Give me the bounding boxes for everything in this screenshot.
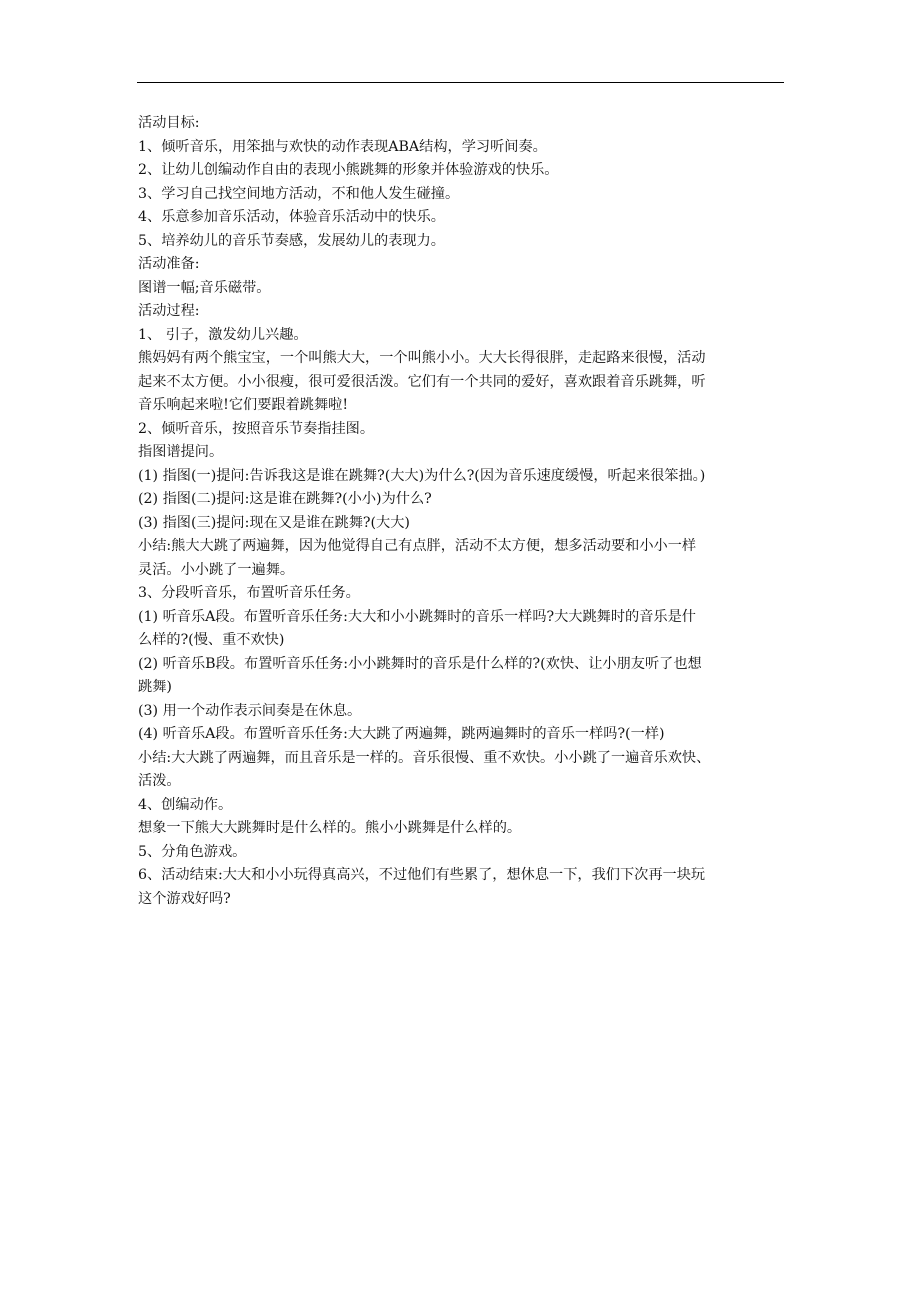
text-line: (2) 指图(二)提问:这是谁在跳舞?(小小)为什么? xyxy=(138,491,432,507)
text-line: 4、乐意参加音乐活动，体验音乐活动中的快乐。 xyxy=(138,209,445,225)
text-line: 活动过程: xyxy=(138,303,200,319)
text-line: 活动准备: xyxy=(138,256,200,272)
text-line: 音乐响起来啦!它们要跟着跳舞啦! xyxy=(138,397,349,413)
text-line: 这个游戏好吗? xyxy=(138,890,231,907)
text-line: 活泼。 xyxy=(138,773,181,789)
document-body xyxy=(138,112,788,911)
text-line: 小结:大大跳了两遍舞，而且音乐是一样的。音乐很慢、重不欢快。小小跳了一遍音乐欢快、 xyxy=(138,749,711,766)
text-line: 熊妈妈有两个熊宝宝，一个叫熊大大，一个叫熊小小。大大长得很胖，走起路来很慢，活动 xyxy=(138,350,706,366)
text-line: 么样的?(慢、重不欢快) xyxy=(138,632,285,648)
text-line: 4、创编动作。 xyxy=(138,796,233,813)
text-line: 跳舞) xyxy=(138,679,172,695)
text-line: 2、让幼儿创编动作自由的表现小熊跳舞的形象并体验游戏的快乐。 xyxy=(138,162,559,178)
text-line: 3、分段听音乐，布置听音乐任务。 xyxy=(138,585,360,601)
text-line: 图谱一幅;音乐磁带。 xyxy=(138,279,271,296)
text-line: 5、分角色游戏。 xyxy=(138,843,247,860)
header-rule xyxy=(137,82,784,83)
text-line: 1、倾听音乐，用笨拙与欢快的动作表现ABA结构，学习听间奏。 xyxy=(138,138,547,155)
text-line: 小结:熊大大跳了两遍舞，因为他觉得自己有点胖，活动不太方便，想多活动要和小小一样 xyxy=(138,538,697,554)
text-line: 1、 引子，激发幼儿兴趣。 xyxy=(138,326,308,343)
text-line: (1) 听音乐A段。布置听音乐任务:大大和小小跳舞时的音乐一样吗?大大跳舞时的音乐是什 xyxy=(138,608,696,625)
text-line: 6、活动结束:大大和小小玩得真高兴，不过他们有些累了，想休息一下，我们下次再一块玩 xyxy=(138,867,706,883)
text-line: (1) 指图(一)提问:告诉我这是谁在跳舞?(大大)为什么?(因为音乐速度缓慢，听起来很笨拙。) xyxy=(138,467,706,484)
text-line: (3) 指图(三)提问:现在又是谁在跳舞?(大大) xyxy=(138,514,410,531)
text-line: (2) 听音乐B段。布置听音乐任务:小小跳舞时的音乐是什么样的?(欢快、让小朋友听了也想 xyxy=(138,655,702,672)
text-line: (3) 用一个动作表示间奏是在休息。 xyxy=(138,702,362,719)
text-line: 起来不太方便。小小很瘦，很可爱很活泼。它们有一个共同的爱好，喜欢跟着音乐跳舞，听 xyxy=(138,373,706,390)
text-line: 5、培养幼儿的音乐节奏感，发展幼儿的表现力。 xyxy=(138,232,445,249)
text-line: 2、倾听音乐，按照音乐节奏指挂图。 xyxy=(138,420,375,437)
text-line: 活动目标: xyxy=(138,115,200,131)
text-line: (4) 听音乐A段。布置听音乐任务:大大跳了两遍舞，跳两遍舞时的音乐一样吗?(一样) xyxy=(138,726,665,742)
text-line: 想象一下熊大大跳舞时是什么样的。熊小小跳舞是什么样的。 xyxy=(138,820,522,836)
text-line: 3、学习自己找空间地方活动，不和他人发生碰撞。 xyxy=(138,185,460,202)
text-line: 指图谱提问。 xyxy=(138,444,224,460)
text-line: 灵活。小小跳了一遍舞。 xyxy=(138,561,295,578)
